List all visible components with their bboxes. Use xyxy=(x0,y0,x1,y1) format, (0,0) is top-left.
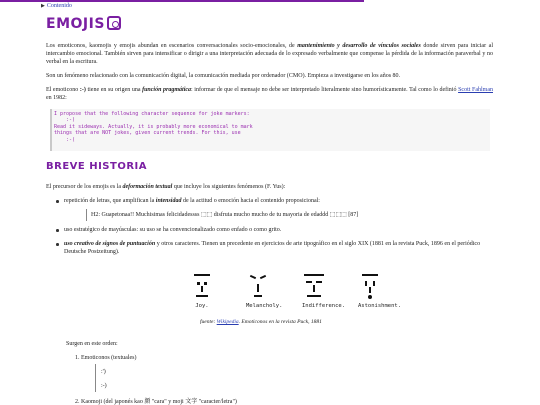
joy-face xyxy=(190,268,214,309)
face-label: Indifference. xyxy=(302,303,346,309)
list-item: repetición de letras, que amplifican la intensidad de la actitud o emoción hacia el contenido proposicional: xyxy=(64,197,494,205)
section-heading-history: BREVE HISTORIA xyxy=(46,161,147,172)
indifference-face xyxy=(302,268,346,309)
intro-paragraph-1: Los emoticonos, kaomojis y emojis abundan en escenarios conversacionales socio-emocionales, de mantenimiento y desarrollo de vínculos sociales donde sirven para iniciar al intercambio emocional. También sirven para intensificar o dirigir a una interpretación adecuada de lo expresado verbalmente que compense la pérdida de la información paraverbal y no verbal en la escritura. xyxy=(46,43,493,65)
toc-toggle[interactable] xyxy=(41,3,72,9)
ordered-list-item: 1. Emoticonos (textuales) xyxy=(75,355,137,361)
top-accent-bar xyxy=(0,0,364,2)
list-item: uso creativo de signos de puntuación y otros caracteres. Tienen un precedente en ejercicios de arte tipográfico en el siglo XIX (1881 en la revista Puck, 1896 en el periódico Deutsche Postzeitung). xyxy=(64,240,494,256)
puck-typographic-faces-figure xyxy=(190,268,402,313)
toc-label: Contenido xyxy=(46,3,72,9)
example-quote: H2: Guapetonaa!! Muchisimas felicidadessss ⬚⬚ disfruta mucho mucho de tu mayoria de edaddd ⬚⬚⬚ [87] xyxy=(86,209,487,221)
code-block xyxy=(50,109,490,151)
face-label: Joy. xyxy=(195,303,209,309)
emoji-face-icon xyxy=(107,16,121,30)
quote-bar xyxy=(95,364,96,392)
figure-caption: fuente: Wikipedia. Emoticonos en la revista Puck, 1881 xyxy=(200,319,322,325)
history-lead: El precursor de los emojis es la deformación textual que incluye los siguientes fenómenos (F. Yus): xyxy=(46,184,286,190)
face-label: Astonishment. xyxy=(358,303,402,309)
order-heading: Surgen en este orden: xyxy=(66,341,118,347)
melancholy-face xyxy=(246,268,283,309)
astonishment-face xyxy=(358,268,402,309)
intro-paragraph-2: Son un fenómeno relacionado con la comunicación digital, la comunicación mediada por ordenador (CMO). Empieza a investigarse en los años 80. xyxy=(46,73,401,79)
ordered-list-item: 2. Kaomoji (del japonés kao 顔 "cara" y moji 文字 "caracter/letra") xyxy=(75,399,237,405)
intro-paragraph-3: El emoticono :-) tiene en su origen una función pragmática: informar de que el mensaje no debe ser interpretado literalmente sino humorísticamente. Tal como lo definió Scott Fahlman en 1982: xyxy=(46,87,493,101)
emoticon-example: :-) xyxy=(101,383,107,389)
scott-fahlman-link[interactable]: Scott Fahlman xyxy=(458,87,493,93)
fahlman-quote: I propose that the following character sequence for joke markers: :-) Read it sideways. Actually, it is probably more economical to mark things that are NOT jokes, given current trends. For this, use :-( xyxy=(54,111,253,143)
face-label: Melancholy. xyxy=(246,303,283,309)
page-title: EMOJIS xyxy=(46,16,121,32)
triangle-right-icon: ▶ xyxy=(41,4,45,9)
emoticon-example: :') xyxy=(101,369,106,375)
list-item: uso estratégico de mayúsculas: su uso se ha convencionalizado como enfado o como grito. xyxy=(64,226,494,234)
wikipedia-link[interactable]: Wikipedia xyxy=(216,319,239,325)
